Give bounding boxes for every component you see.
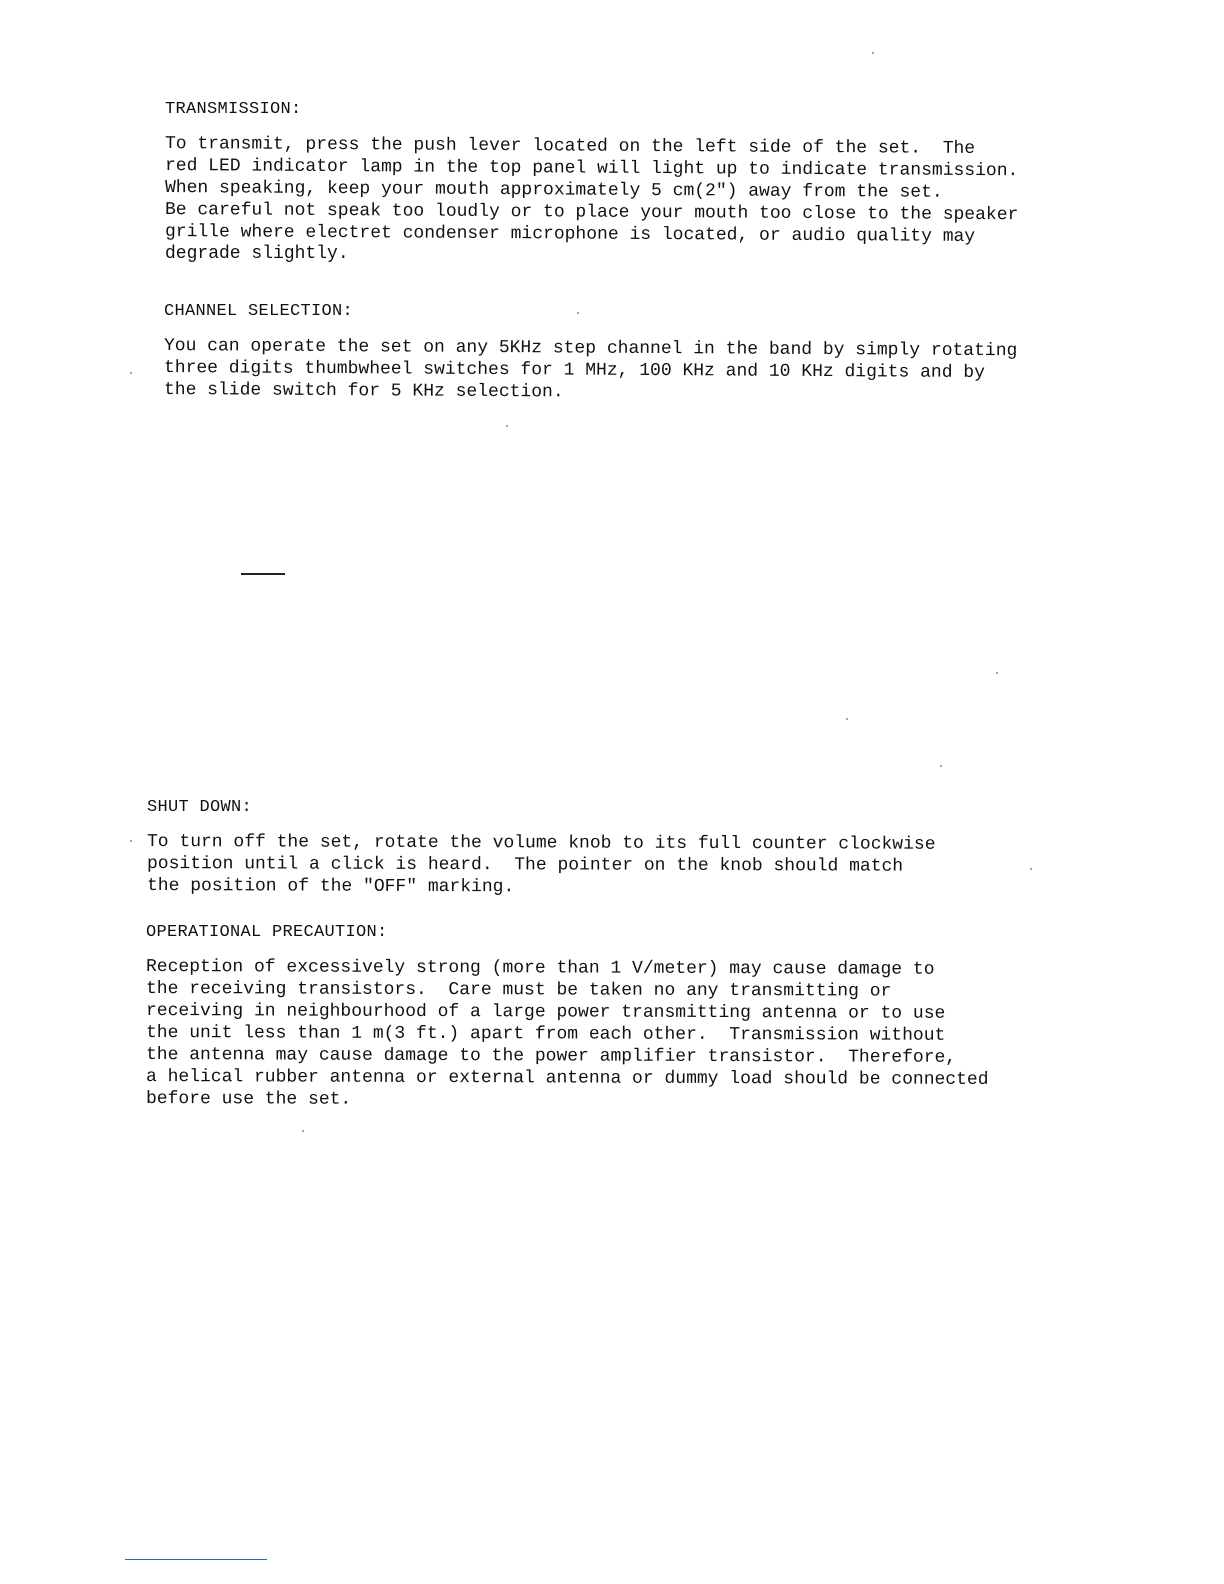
body-line: the slide switch for 5 KHz selection. bbox=[163, 380, 564, 403]
scan-speck bbox=[130, 840, 132, 842]
section-heading: OPERATIONAL PRECAUTION: bbox=[146, 923, 388, 942]
section-operational-precaution bbox=[146, 923, 989, 1110]
body-line: the antenna may cause damage to the power amplifier transistor. Therefore, bbox=[145, 1045, 957, 1068]
scan-speck bbox=[577, 312, 579, 314]
section-transmission bbox=[165, 100, 1018, 265]
body-line: Be careful not speak too loudly or to place your mouth too close to the speaker bbox=[164, 200, 1019, 226]
body-line: a helical rubber antenna or external antenna or dummy load should be connected bbox=[145, 1067, 989, 1090]
body-line: the unit less than 1 m(3 ft.) apart from each other. Transmission without bbox=[145, 1023, 946, 1046]
scan-speck bbox=[1030, 868, 1032, 870]
section-heading: TRANSMISSION: bbox=[165, 100, 302, 119]
section-channel-selection bbox=[164, 302, 1017, 401]
section-heading: SHUT DOWN: bbox=[147, 798, 253, 817]
scan-speck bbox=[940, 765, 942, 767]
body-line: To turn off the set, rotate the volume knob to its full counter clockwise bbox=[146, 832, 936, 855]
bottom-rule bbox=[125, 1559, 267, 1560]
body-line: degrade slightly. bbox=[165, 244, 349, 264]
body-line: before use the set. bbox=[145, 1089, 352, 1110]
dash-mark bbox=[241, 573, 285, 575]
scan-speck bbox=[302, 1130, 304, 1132]
body-line: three digits thumbwheel switches for 1 MHz, 100 KHz and 10 KHz digits and by bbox=[163, 358, 985, 384]
scan-speck bbox=[846, 718, 848, 720]
body-line: receiving in neighbourhood of a large power transmitting antenna or to use bbox=[145, 1001, 946, 1024]
scan-speck bbox=[130, 372, 132, 374]
body-line: the receiving transistors. Care must be taken no any transmitting or bbox=[145, 979, 892, 1002]
body-line: position until a click is heard. The pointer on the knob should match bbox=[146, 854, 904, 877]
section-shut-down bbox=[147, 798, 936, 897]
scan-speck bbox=[872, 52, 874, 54]
body-line: red LED indicator lamp in the top panel will light up to indicate transmission. bbox=[164, 156, 1019, 182]
body-line: Reception of excessively strong (more than 1 V/meter) may cause damage to bbox=[145, 957, 935, 980]
body-line: To transmit, press the push lever located on the left side of the set. The bbox=[164, 134, 976, 159]
section-heading: CHANNEL SELECTION: bbox=[164, 302, 354, 321]
scan-speck bbox=[506, 425, 508, 427]
body-line: When speaking, keep your mouth approximately 5 cm(2") away from the set. bbox=[164, 178, 943, 203]
scan-speck bbox=[996, 672, 998, 674]
body-line: You can operate the set on any 5KHz step channel in the band by simply rotating bbox=[163, 336, 1018, 362]
body-line: the position of the "OFF" marking. bbox=[146, 876, 515, 898]
body-line: grille where electret condenser microphone is located, or audio quality may bbox=[164, 222, 976, 247]
